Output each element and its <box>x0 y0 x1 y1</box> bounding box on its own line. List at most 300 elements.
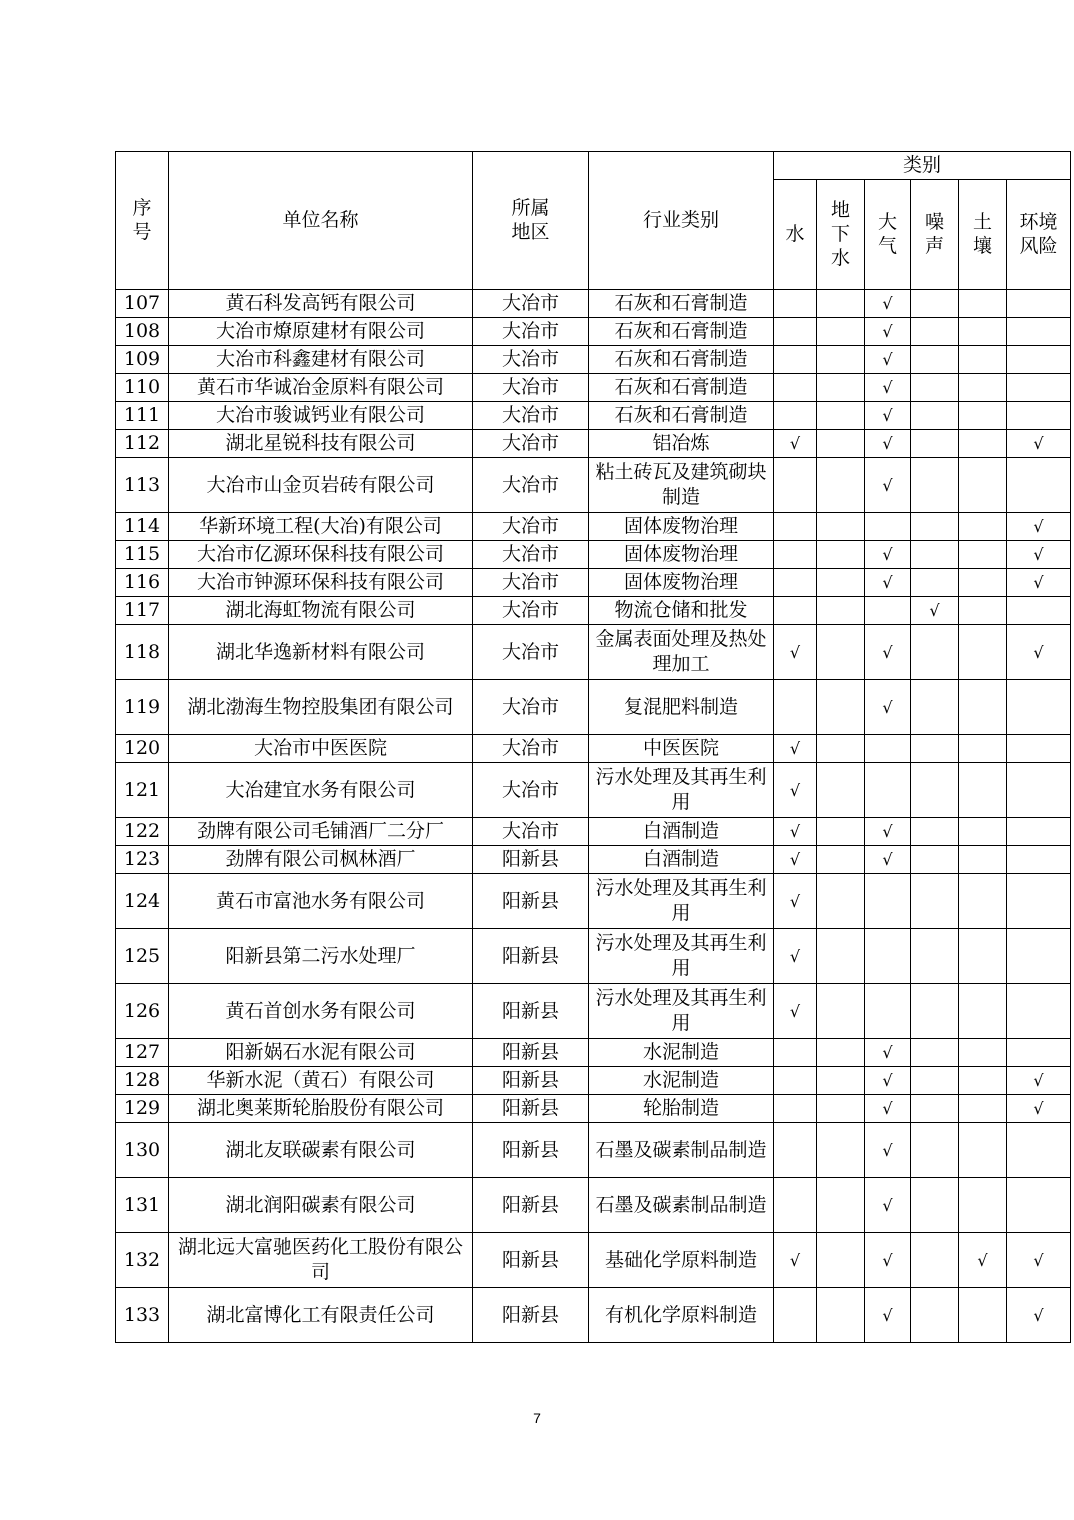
flag-env-risk <box>1007 1067 1071 1095</box>
flag-noise <box>911 513 959 541</box>
region <box>473 1039 589 1067</box>
flag-air <box>865 513 911 541</box>
flag-water <box>774 1233 817 1288</box>
region-text: 大冶市 <box>501 376 559 398</box>
region <box>473 929 589 984</box>
check-mark: √ <box>882 822 893 841</box>
table-row <box>116 541 1071 569</box>
flag-env-risk <box>1007 1095 1071 1123</box>
company-name-text: 大冶市钟源环保科技有限公司 <box>196 571 444 593</box>
row-number-text: 107 <box>123 292 161 314</box>
region <box>473 625 589 680</box>
row-number <box>116 318 169 346</box>
industry-text: 粘土砖瓦及建筑砌块制造 <box>595 461 767 508</box>
industry <box>589 874 774 929</box>
flag-noise <box>911 374 959 402</box>
flag-env-risk <box>1007 430 1071 458</box>
check-mark: √ <box>1033 1250 1044 1270</box>
company-name-text: 阳新娲石水泥有限公司 <box>225 1041 416 1063</box>
row-number-text: 126 <box>123 999 161 1022</box>
flag-groundwater <box>817 1095 865 1123</box>
flag-air <box>865 346 911 374</box>
flag-air <box>865 874 911 929</box>
row-number-text: 127 <box>123 1041 161 1063</box>
region <box>473 597 589 625</box>
company-name <box>169 402 473 430</box>
row-number-text: 120 <box>123 737 161 759</box>
company-name <box>169 763 473 818</box>
table-row <box>116 625 1071 680</box>
company-name <box>169 1067 473 1095</box>
company-name <box>169 735 473 763</box>
company-name-text: 湖北渤海生物控股集团有限公司 <box>187 695 454 718</box>
industry-text: 复混肥料制造 <box>623 695 738 718</box>
company-name <box>169 541 473 569</box>
flag-groundwater <box>817 402 865 430</box>
row-number <box>116 818 169 846</box>
flag-soil <box>959 374 1007 402</box>
company-name <box>169 1039 473 1067</box>
check-mark: √ <box>789 946 801 966</box>
flag-soil <box>959 1178 1007 1233</box>
flag-noise <box>911 1288 959 1343</box>
region-text: 大冶市 <box>501 599 559 621</box>
company-name <box>169 1288 473 1343</box>
region-text: 大冶市 <box>501 737 559 759</box>
check-mark: √ <box>1033 1099 1044 1118</box>
row-number <box>116 763 169 818</box>
flag-water <box>774 1123 817 1178</box>
flag-soil <box>959 458 1007 513</box>
flag-env-risk <box>1007 818 1071 846</box>
flag-water <box>774 1095 817 1123</box>
region-text: 阳新县 <box>501 999 559 1022</box>
industry <box>589 541 774 569</box>
row-number <box>116 346 169 374</box>
region <box>473 318 589 346</box>
region <box>473 513 589 541</box>
check-mark: √ <box>882 1305 893 1325</box>
flag-noise <box>911 569 959 597</box>
region-text: 大冶市 <box>501 778 559 801</box>
industry <box>589 1233 774 1288</box>
check-mark: √ <box>1033 1071 1044 1090</box>
company-name-text: 大冶市科鑫建材有限公司 <box>215 348 425 370</box>
flag-env-risk <box>1007 680 1071 735</box>
flag-env-risk <box>1007 984 1071 1039</box>
industry-text: 水泥制造 <box>642 1069 719 1091</box>
industry-text: 石墨及碳素制品制造 <box>595 1138 767 1161</box>
page-number: 7 <box>533 1410 541 1426</box>
flag-soil <box>959 541 1007 569</box>
industry-text: 污水处理及其再生利用 <box>595 987 767 1034</box>
flag-soil <box>959 735 1007 763</box>
flag-water <box>774 763 817 818</box>
industry <box>589 346 774 374</box>
company-name-text: 湖北华逸新材料有限公司 <box>215 640 425 663</box>
check-mark: √ <box>789 891 801 911</box>
region <box>473 346 589 374</box>
flag-soil <box>959 818 1007 846</box>
flag-air <box>865 680 911 735</box>
flag-air <box>865 763 911 818</box>
check-mark: √ <box>789 1001 801 1021</box>
company-name <box>169 290 473 318</box>
region <box>473 374 589 402</box>
check-mark: √ <box>882 1099 893 1118</box>
flag-air <box>865 846 911 874</box>
flag-water <box>774 458 817 513</box>
flag-soil <box>959 290 1007 318</box>
flag-water <box>774 680 817 735</box>
row-number-text: 131 <box>123 1193 161 1216</box>
check-mark: √ <box>882 434 893 453</box>
header-water: 水 <box>774 180 817 290</box>
row-number <box>116 374 169 402</box>
region <box>473 735 589 763</box>
company-name-text: 湖北远大富驰医药化工股份有限公司 <box>177 1236 463 1283</box>
industry <box>589 1178 774 1233</box>
flag-water <box>774 374 817 402</box>
row-number <box>116 846 169 874</box>
region <box>473 569 589 597</box>
region <box>473 402 589 430</box>
row-number <box>116 458 169 513</box>
company-name-text: 大冶市山金页岩砖有限公司 <box>206 473 435 496</box>
flag-air <box>865 290 911 318</box>
region <box>473 874 589 929</box>
flag-air <box>865 569 911 597</box>
flag-air <box>865 1178 911 1233</box>
check-mark: √ <box>882 850 893 869</box>
flag-air <box>865 1233 911 1288</box>
industry-text: 固体废物治理 <box>623 543 738 565</box>
company-name <box>169 874 473 929</box>
check-mark: √ <box>789 1250 801 1270</box>
flag-noise <box>911 430 959 458</box>
flag-env-risk <box>1007 929 1071 984</box>
industry <box>589 929 774 984</box>
flag-env-risk <box>1007 625 1071 680</box>
region <box>473 430 589 458</box>
flag-air <box>865 1288 911 1343</box>
company-name-text: 湖北奥莱斯轮胎股份有限公司 <box>196 1097 444 1119</box>
row-number-text: 133 <box>123 1303 161 1326</box>
company-name <box>169 929 473 984</box>
industry-text: 物流仓储和批发 <box>614 599 748 621</box>
flag-water <box>774 735 817 763</box>
check-mark: √ <box>1033 573 1044 592</box>
industry <box>589 680 774 735</box>
flag-air <box>865 818 911 846</box>
company-name <box>169 984 473 1039</box>
check-mark: √ <box>929 601 940 620</box>
region <box>473 680 589 735</box>
company-name-text: 大冶市亿源环保科技有限公司 <box>196 543 444 565</box>
company-name-text: 湖北润阳碳素有限公司 <box>225 1193 416 1216</box>
row-number-text: 122 <box>123 820 161 842</box>
flag-env-risk <box>1007 1178 1071 1233</box>
table-row <box>116 874 1071 929</box>
check-mark: √ <box>882 475 893 495</box>
region-text: 大冶市 <box>501 432 559 454</box>
flag-noise <box>911 1123 959 1178</box>
industry <box>589 318 774 346</box>
check-mark: √ <box>1033 1305 1044 1325</box>
row-number-text: 123 <box>123 848 161 870</box>
company-name <box>169 1095 473 1123</box>
industry-text: 污水处理及其再生利用 <box>595 877 767 924</box>
flag-water <box>774 402 817 430</box>
table-header <box>116 152 1071 290</box>
check-mark: √ <box>789 434 801 453</box>
company-name <box>169 818 473 846</box>
flag-soil <box>959 430 1007 458</box>
row-number-text: 124 <box>123 889 161 912</box>
flag-soil <box>959 984 1007 1039</box>
table-row <box>116 680 1071 735</box>
flag-groundwater <box>817 1178 865 1233</box>
table-row <box>116 735 1071 763</box>
table-row <box>116 430 1071 458</box>
region <box>473 541 589 569</box>
flag-soil <box>959 763 1007 818</box>
industry <box>589 1288 774 1343</box>
company-name-text: 大冶市中医医院 <box>253 737 387 759</box>
flag-air <box>865 458 911 513</box>
flag-air <box>865 1067 911 1095</box>
flag-air <box>865 318 911 346</box>
flag-soil <box>959 1067 1007 1095</box>
flag-soil <box>959 929 1007 984</box>
table-row <box>116 1095 1071 1123</box>
flag-water <box>774 569 817 597</box>
flag-env-risk <box>1007 569 1071 597</box>
flag-groundwater <box>817 458 865 513</box>
company-name-text: 湖北海虹物流有限公司 <box>225 599 416 621</box>
industry-text: 石灰和石膏制造 <box>614 320 748 342</box>
flag-air <box>865 1095 911 1123</box>
flag-soil <box>959 874 1007 929</box>
industry-text: 轮胎制造 <box>642 1097 719 1119</box>
flag-env-risk <box>1007 597 1071 625</box>
industry <box>589 1067 774 1095</box>
company-name-text: 华新环境工程(大冶)有限公司 <box>199 515 442 537</box>
flag-air <box>865 625 911 680</box>
check-mark: √ <box>1033 642 1044 662</box>
flag-env-risk <box>1007 374 1071 402</box>
flag-groundwater <box>817 680 865 735</box>
flag-water <box>774 597 817 625</box>
flag-soil <box>959 1095 1007 1123</box>
industry-text: 固体废物治理 <box>623 515 738 537</box>
flag-groundwater <box>817 846 865 874</box>
region <box>473 1233 589 1288</box>
region <box>473 984 589 1039</box>
flag-env-risk <box>1007 846 1071 874</box>
region <box>473 1123 589 1178</box>
table-row <box>116 290 1071 318</box>
table-row <box>116 984 1071 1039</box>
flag-noise <box>911 458 959 513</box>
flag-groundwater <box>817 735 865 763</box>
flag-groundwater <box>817 374 865 402</box>
flag-soil <box>959 1039 1007 1067</box>
industry-text: 污水处理及其再生利用 <box>595 766 767 813</box>
flag-noise <box>911 402 959 430</box>
region-text: 大冶市 <box>501 404 559 426</box>
row-number-text: 110 <box>123 376 161 398</box>
row-number <box>116 569 169 597</box>
company-name <box>169 513 473 541</box>
table-row <box>116 346 1071 374</box>
check-mark: √ <box>789 739 801 758</box>
region-text: 大冶市 <box>501 571 559 593</box>
flag-water <box>774 625 817 680</box>
check-mark: √ <box>1033 517 1044 536</box>
header-industry: 行业类别 <box>589 152 774 290</box>
region-text: 阳新县 <box>501 889 559 912</box>
flag-soil <box>959 846 1007 874</box>
company-name <box>169 1123 473 1178</box>
row-number <box>116 430 169 458</box>
industry-text: 基础化学原料制造 <box>604 1248 757 1271</box>
flag-groundwater <box>817 874 865 929</box>
company-name-text: 劲牌有限公司毛铺酒厂二分厂 <box>196 820 444 842</box>
flag-groundwater <box>817 541 865 569</box>
table-row <box>116 597 1071 625</box>
company-name <box>169 1233 473 1288</box>
flag-groundwater <box>817 984 865 1039</box>
row-number-text: 108 <box>123 320 161 342</box>
company-name <box>169 318 473 346</box>
table-row <box>116 318 1071 346</box>
region <box>473 846 589 874</box>
flag-soil <box>959 1288 1007 1343</box>
flag-noise <box>911 318 959 346</box>
industry <box>589 1039 774 1067</box>
industry-text: 铝冶炼 <box>652 432 710 454</box>
row-number <box>116 1288 169 1343</box>
region <box>473 763 589 818</box>
flag-soil <box>959 1123 1007 1178</box>
industry-text: 石灰和石膏制造 <box>614 348 748 370</box>
flag-env-risk <box>1007 290 1071 318</box>
table-row <box>116 458 1071 513</box>
region-text: 大冶市 <box>501 820 559 842</box>
flag-water <box>774 318 817 346</box>
flag-water <box>774 290 817 318</box>
company-name-text: 黄石市华诚冶金原料有限公司 <box>196 376 444 398</box>
check-mark: √ <box>882 642 893 662</box>
flag-groundwater <box>817 290 865 318</box>
company-name-text: 黄石首创水务有限公司 <box>225 999 416 1022</box>
company-name <box>169 625 473 680</box>
row-number-text: 121 <box>123 778 161 801</box>
flag-env-risk <box>1007 346 1071 374</box>
check-mark: √ <box>882 322 893 341</box>
industry-text: 白酒制造 <box>642 820 719 842</box>
table-row <box>116 1178 1071 1233</box>
industry <box>589 818 774 846</box>
flag-air <box>865 402 911 430</box>
row-number-text: 129 <box>123 1097 161 1119</box>
industry-text: 石灰和石膏制造 <box>614 292 748 314</box>
region-text: 大冶市 <box>501 515 559 537</box>
flag-air <box>865 1039 911 1067</box>
row-number-text: 130 <box>123 1138 161 1161</box>
row-number-text: 132 <box>123 1248 161 1271</box>
flag-env-risk <box>1007 318 1071 346</box>
flag-groundwater <box>817 625 865 680</box>
flag-noise <box>911 541 959 569</box>
industry <box>589 1123 774 1178</box>
region <box>473 290 589 318</box>
header-groundwater: 地下水 <box>817 180 865 290</box>
row-number <box>116 290 169 318</box>
flag-groundwater <box>817 1067 865 1095</box>
row-number <box>116 625 169 680</box>
row-number-text: 118 <box>123 640 161 663</box>
region-text: 阳新县 <box>501 1248 559 1271</box>
industry <box>589 1095 774 1123</box>
row-number <box>116 541 169 569</box>
industry <box>589 735 774 763</box>
region <box>473 1178 589 1233</box>
flag-soil <box>959 1233 1007 1288</box>
row-number <box>116 1178 169 1233</box>
row-number <box>116 1039 169 1067</box>
table-row <box>116 402 1071 430</box>
flag-water <box>774 1288 817 1343</box>
flag-noise <box>911 984 959 1039</box>
flag-noise <box>911 1039 959 1067</box>
table-row <box>116 1288 1071 1343</box>
company-name <box>169 597 473 625</box>
company-name-text: 黄石市富池水务有限公司 <box>215 889 425 912</box>
row-number-text: 114 <box>123 515 161 537</box>
industry <box>589 984 774 1039</box>
company-name <box>169 846 473 874</box>
row-number-text: 113 <box>123 473 161 496</box>
company-name-text: 黄石科发高钙有限公司 <box>225 292 416 314</box>
check-mark: √ <box>882 406 893 425</box>
flag-noise <box>911 735 959 763</box>
table-row <box>116 763 1071 818</box>
row-number <box>116 929 169 984</box>
flag-air <box>865 735 911 763</box>
flag-noise <box>911 874 959 929</box>
row-number <box>116 1095 169 1123</box>
table-row <box>116 1067 1071 1095</box>
industry <box>589 402 774 430</box>
check-mark: √ <box>882 378 893 397</box>
industry-text: 有机化学原料制造 <box>604 1303 757 1326</box>
flag-noise <box>911 1233 959 1288</box>
flag-env-risk <box>1007 458 1071 513</box>
industry <box>589 458 774 513</box>
region-text: 阳新县 <box>501 944 559 967</box>
row-number <box>116 402 169 430</box>
table-row <box>116 374 1071 402</box>
region <box>473 1095 589 1123</box>
industry-text: 水泥制造 <box>642 1041 719 1063</box>
region <box>473 1288 589 1343</box>
header-env-risk: 环境风险 <box>1007 180 1071 290</box>
flag-soil <box>959 402 1007 430</box>
industry-text: 污水处理及其再生利用 <box>595 932 767 979</box>
check-mark: √ <box>882 1250 893 1270</box>
